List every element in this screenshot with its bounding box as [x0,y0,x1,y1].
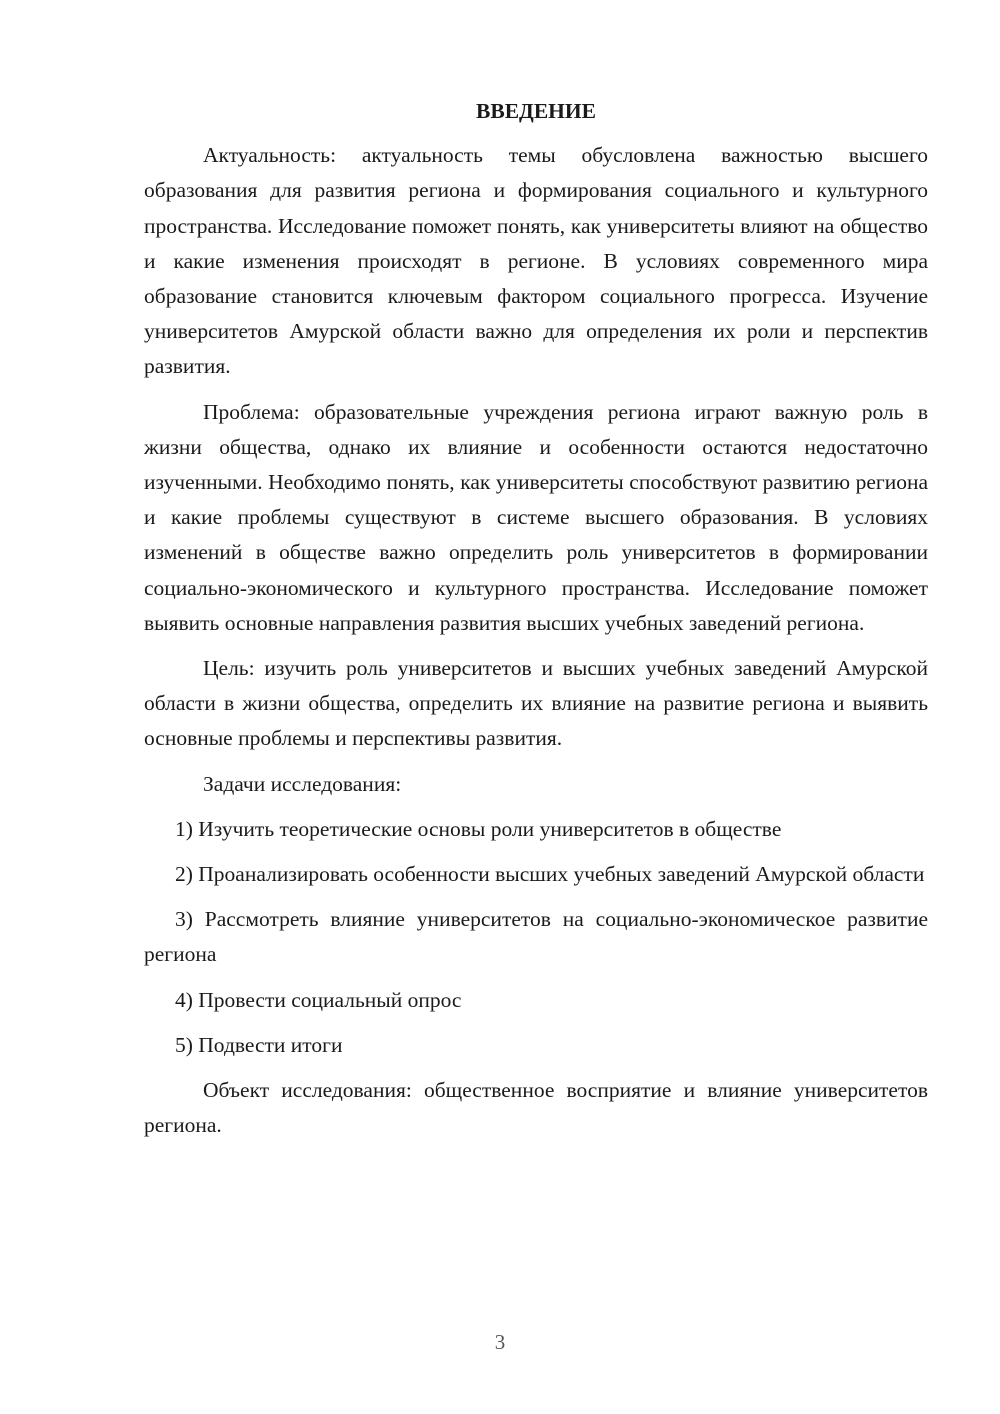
task-item-1: 1) Изучить теоретические основы роли университетов в обществе [175,816,782,841]
task-item-4: 4) Провести социальный опрос [175,987,462,1012]
tasks-heading: Задачи исследования: [203,771,402,796]
paragraph-object: Объект исследования: общественное восприятие и влияние университетов региона. [144,1078,928,1138]
page-title: ВВЕДЕНИЕ [476,99,596,123]
task-item-2: 2) Проанализировать особенности высших учебных заведений Амурской области [175,862,925,887]
page-content [144,94,928,1153]
page-number: 3 [494,1330,506,1354]
task-item-5: 5) Подвести итоги [175,1032,343,1057]
paragraph-relevance: Актуальность: актуальность темы обусловлена важностью высшего образования для развития региона и формирования социального и культурного пространства. Исследование поможет понять, как университеты влияют на общество и какие изменения происходят в регионе. В условиях современного мира образование становится ключевым фактором социального прогресса. Изучение университетов Амурской области важно для определения их роли и перспектив развития. [144,143,928,379]
paragraph-goal: Цель: изучить роль университетов и высших учебных заведений Амурской области в жизни общества, определить их влияние на развитие региона и выявить основные проблемы и перспективы развития. [144,656,928,751]
paragraph-problem: Проблема: образовательные учреждения региона играют важную роль в жизни общества, однако их влияние и особенности остаются недостаточно изученными. Необходимо понять, как университеты способствуют развитию региона и какие проблемы существуют в системе высшего образования. В условиях изменений в обществе важно определить роль университетов в формировании социально-экономического и культурного пространства. Исследование поможет выявить основные направления развития высших учебных заведений региона. [144,399,928,635]
task-item-3: 3) Рассмотреть влияние университетов на социально-экономическое развитие региона [144,907,928,967]
